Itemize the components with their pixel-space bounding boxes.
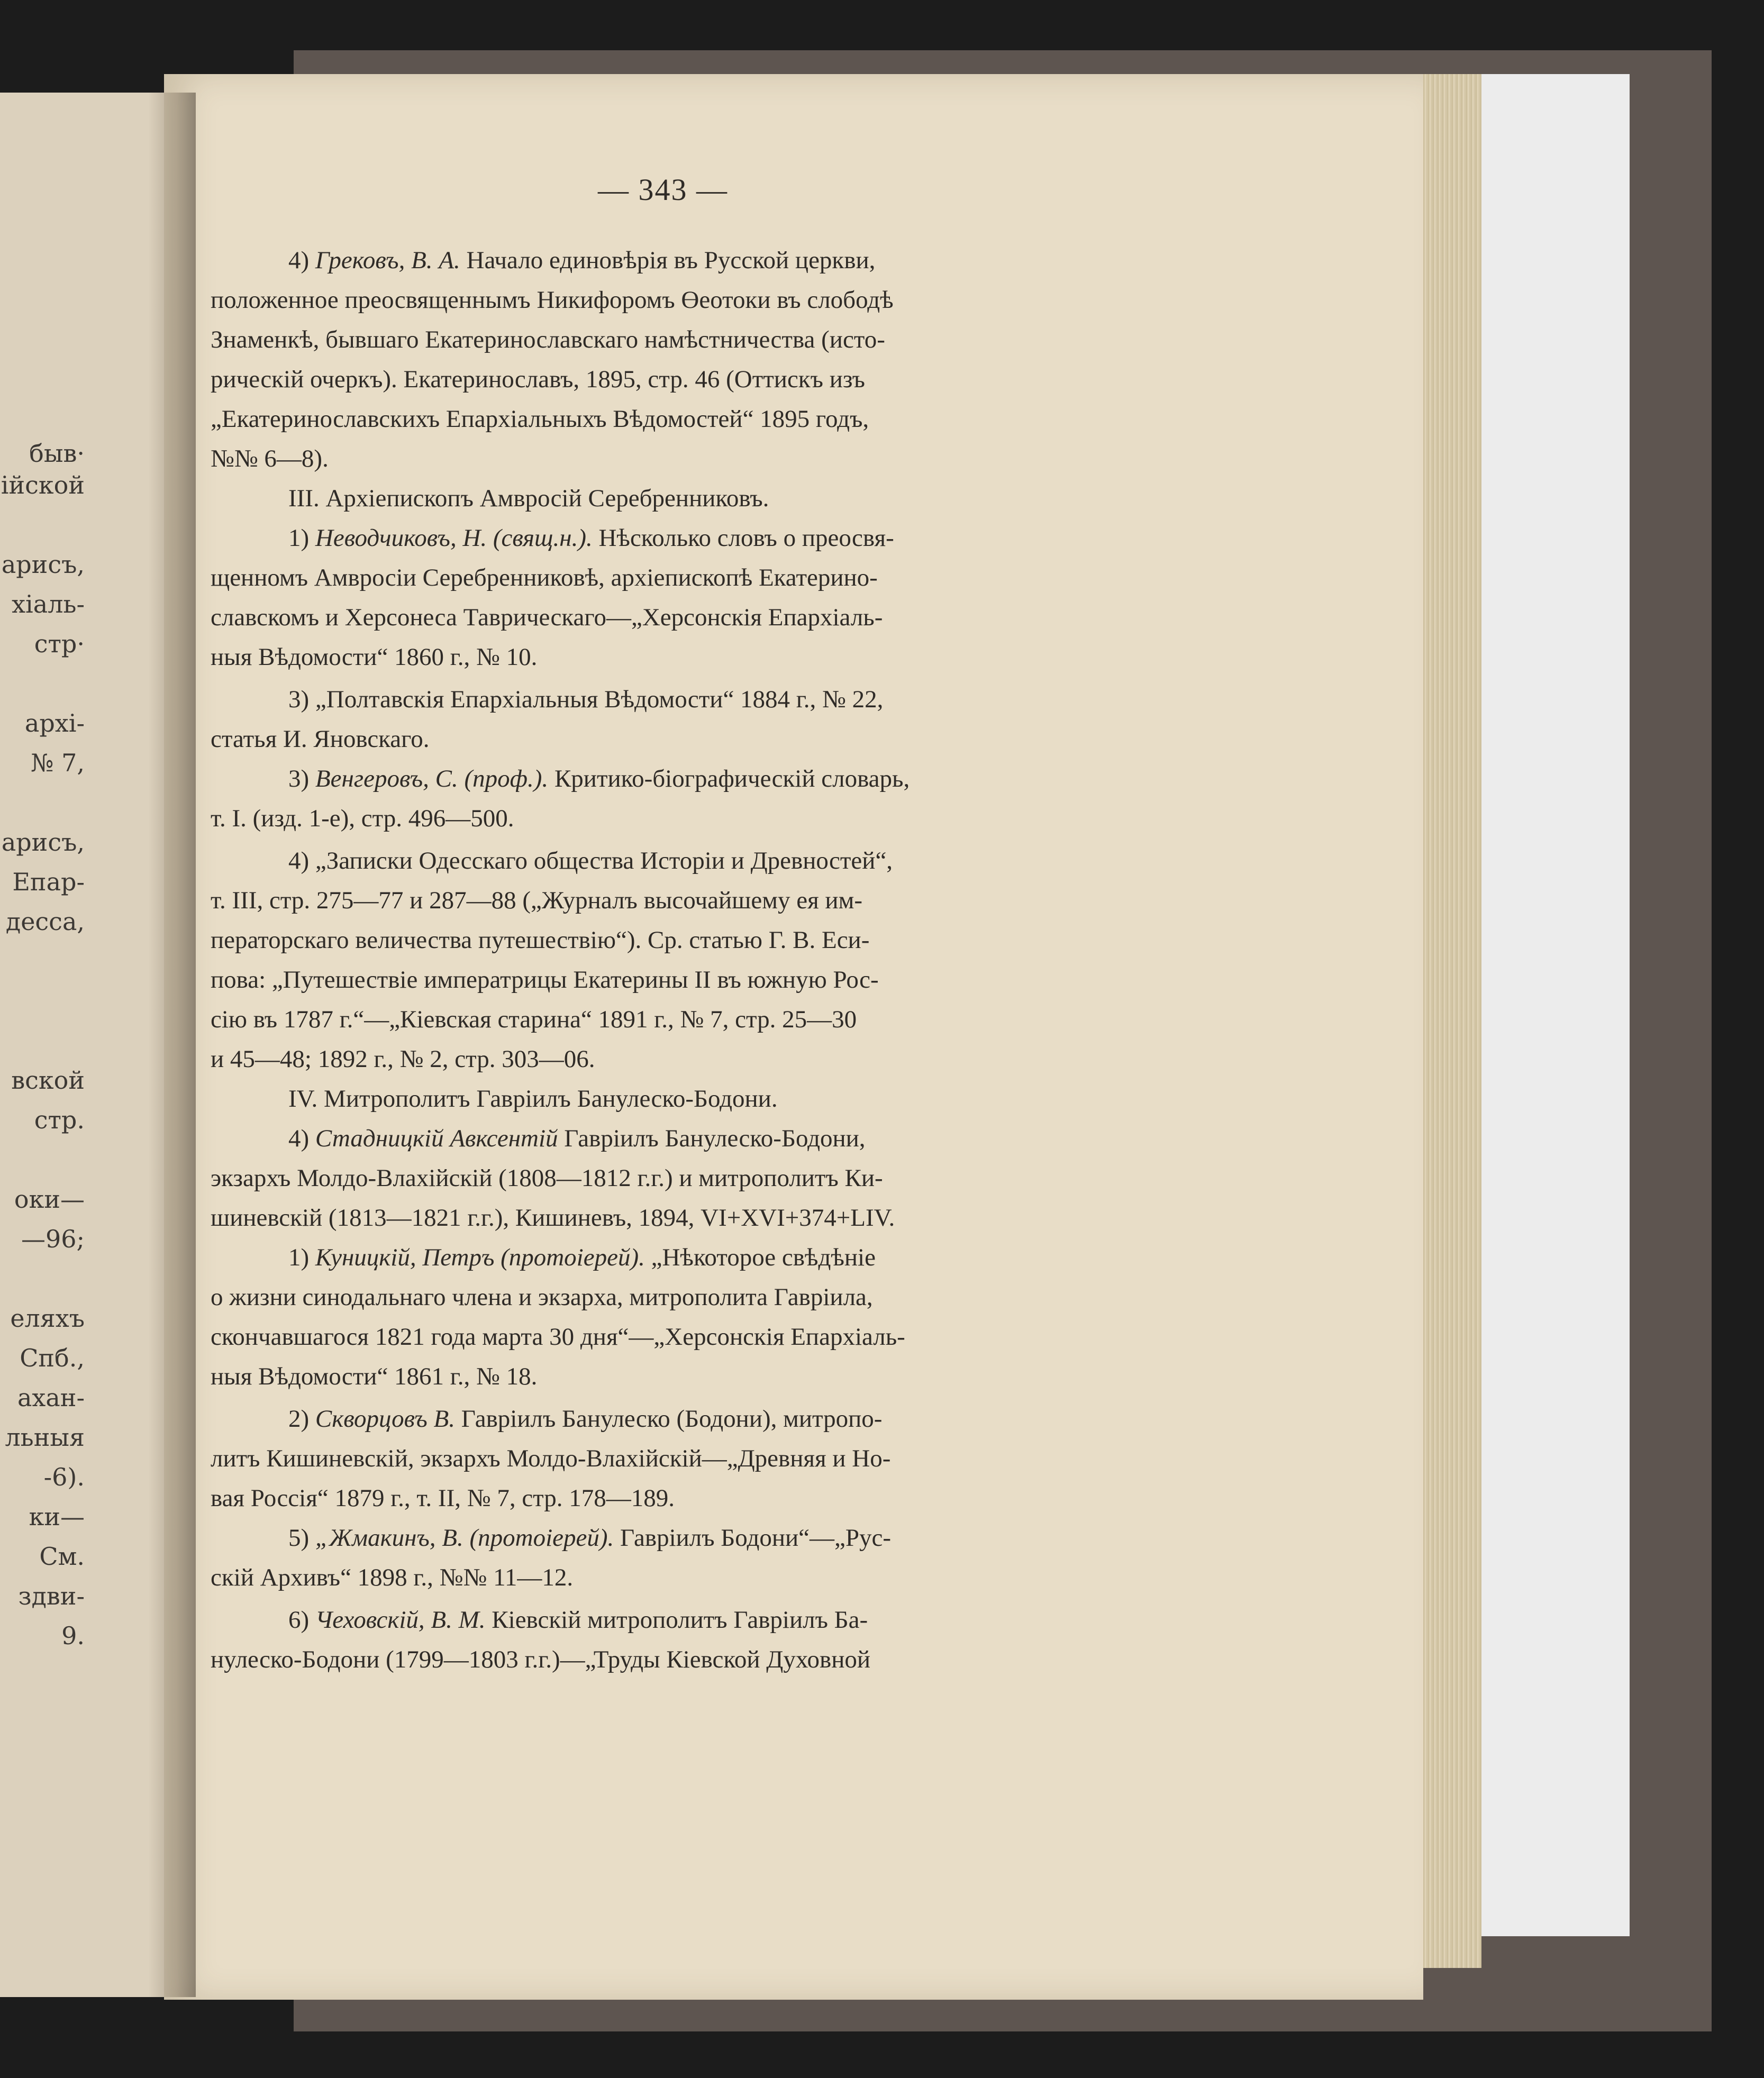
text-line: славскомъ и Херсонеса Таврическаго—„Херсонскія Епархіаль- xyxy=(211,604,883,631)
text-line: о жизни синодальнаго члена и экзарха, митрополита Гавріила, xyxy=(211,1283,873,1311)
author-name: Скворцовъ В. xyxy=(315,1405,455,1433)
left-fragment: стр· xyxy=(34,630,85,658)
left-fragment: стр. xyxy=(34,1106,85,1134)
author-name: Куницкій, Петръ (протоіерей). xyxy=(315,1244,645,1271)
left-fragment: арисъ, xyxy=(1,828,85,856)
text-line: и 45—48; 1892 г., № 2, стр. 303—06. xyxy=(211,1045,595,1073)
text-line: скій Архивъ“ 1898 г., №№ 11—12. xyxy=(211,1564,574,1591)
left-fragment: ки— xyxy=(29,1502,85,1531)
text-line: №№ 6—8). xyxy=(211,445,329,472)
text-line: пова: „Путешествіе императрицы Екатерины II въ южную Рос- xyxy=(211,966,879,994)
text-line: 1) Неводчиковъ, Н. (свящ.н.). Нѣсколько словъ о преосвя- xyxy=(288,524,894,552)
author-name: Грековъ, В. А. xyxy=(315,247,460,274)
text-line: рическій очеркъ). Екатеринославъ, 1895, стр. 46 (Оттискъ изъ xyxy=(211,366,865,393)
text-line: ператорскаго величества путешествію“). Ср. статью Г. В. Еси- xyxy=(211,926,870,954)
left-fragment: -6). xyxy=(43,1463,85,1491)
text-line: 4) Стадницкій Авксентій Гавріилъ Банулеско-Бодони, xyxy=(288,1125,866,1152)
author-name: „Жмакинъ, В. (протоіерей). xyxy=(315,1524,614,1552)
text-line: т. III, стр. 275—77 и 287—88 („Журналъ высочайшему ея им- xyxy=(211,887,862,914)
text-line: сію въ 1787 г.“—„Кіевская старина“ 1891 г., № 7, стр. 25—30 xyxy=(211,1006,857,1033)
left-fragment: оки— xyxy=(14,1185,85,1214)
text-line: 3) „Полтавскія Епархіальныя Вѣдомости“ 1884 г., № 22, xyxy=(288,686,884,713)
book-gutter xyxy=(148,93,196,1997)
text-line: шиневскій (1813—1821 г.г.), Кишиневъ, 1894, VI+XVI+374+LIV. xyxy=(211,1204,895,1232)
text-line: ныя Вѣдомости“ 1860 г., № 10. xyxy=(211,643,538,671)
left-fragment: —96; xyxy=(21,1225,85,1253)
left-fragment: Епар- xyxy=(12,868,85,896)
text-line: 4) Грековъ, В. А. Начало единовѣрія въ Русской церкви, xyxy=(288,247,876,274)
left-fragment: хіаль- xyxy=(12,590,85,618)
left-fragment: здви- xyxy=(18,1582,85,1610)
text-line: „Екатеринославскихъ Епархіальныхъ Вѣдомостей“ 1895 годъ, xyxy=(211,405,869,433)
text-line: вая Россія“ 1879 г., т. II, № 7, стр. 178—189. xyxy=(211,1484,675,1512)
text-line: скончавшагося 1821 года марта 30 дня“—„Херсонскія Епархіаль- xyxy=(211,1323,905,1351)
text-line: щенномъ Амвросіи Серебренниковѣ, архіепископѣ Екатерино- xyxy=(211,564,878,591)
left-fragment: быв· xyxy=(29,439,85,468)
text-line: экзархъ Молдо-Влахійскій (1808—1812 г.г.) и митрополитъ Ки- xyxy=(211,1164,883,1192)
left-fragment: арисъ, xyxy=(1,550,85,579)
page-number: — 343 — xyxy=(598,172,728,207)
text-line: 1) Куницкій, Петръ (протоіерей). „Нѣкоторое свѣдѣніе xyxy=(288,1244,876,1271)
section-heading: IV. Митрополитъ Гавріилъ Банулеско-Бодони. xyxy=(288,1085,778,1113)
text-line: статья И. Яновскаго. xyxy=(211,725,430,753)
text-line: 6) Чеховскій, В. М. Кіевскій митрополитъ Гавріилъ Ба- xyxy=(288,1606,868,1634)
text-line: 4) „Записки Одесскаго общества Исторіи и Древностей“, xyxy=(288,847,893,874)
left-fragment: десса, xyxy=(5,907,85,936)
text-line: ныя Вѣдомости“ 1861 г., № 18. xyxy=(211,1363,538,1390)
section-heading: III. Архіепископъ Амвросій Серебренниковъ. xyxy=(288,485,769,512)
left-fragment: См. xyxy=(39,1542,85,1571)
left-fragment: ахан- xyxy=(17,1383,85,1412)
text-line: 3) Венгеровъ, С. (проф.). Критико-біографическій словарь, xyxy=(288,765,910,792)
text-line: т. I. (изд. 1-е), стр. 496—500. xyxy=(211,805,514,832)
left-fragment: 9. xyxy=(61,1621,85,1650)
left-fragment: архі- xyxy=(24,709,85,737)
text-line: нулеско-Бодони (1799—1803 г.г.)—„Труды Кіевской Духовной xyxy=(211,1646,871,1673)
text-line: 5) „Жмакинъ, В. (протоіерей). Гавріилъ Бодони“—„Рус- xyxy=(288,1524,892,1552)
right-page xyxy=(164,74,1423,2000)
left-fragment: льныя xyxy=(5,1423,85,1452)
text-line: 2) Скворцовъ В. Гавріилъ Банулеско (Бодони), митропо- xyxy=(288,1405,883,1433)
left-page-text xyxy=(0,0,85,2078)
author-name: Венгеровъ, С. (проф.). xyxy=(315,765,549,792)
left-fragment: № 7, xyxy=(30,749,85,777)
left-fragment: еляхъ xyxy=(10,1304,85,1333)
left-fragment: вской xyxy=(11,1066,85,1095)
author-name: Стадницкій Авксентій xyxy=(315,1125,558,1152)
text-line: Знаменкѣ, бывшаго Екатеринославскаго намѣстничества (исто- xyxy=(211,326,885,353)
author-name: Неводчиковъ, Н. (свящ.н.). xyxy=(315,524,593,552)
left-fragment: ійской xyxy=(1,471,85,499)
text-line: литъ Кишиневскій, экзархъ Молдо-Влахійскій—„Древняя и Но- xyxy=(211,1445,891,1472)
text-line: положенное преосвященнымъ Никифоромъ Өеотоки въ слободѣ xyxy=(211,286,894,314)
left-fragment: Спб., xyxy=(20,1344,85,1372)
author-name: Чеховскій, В. М. xyxy=(315,1606,486,1634)
